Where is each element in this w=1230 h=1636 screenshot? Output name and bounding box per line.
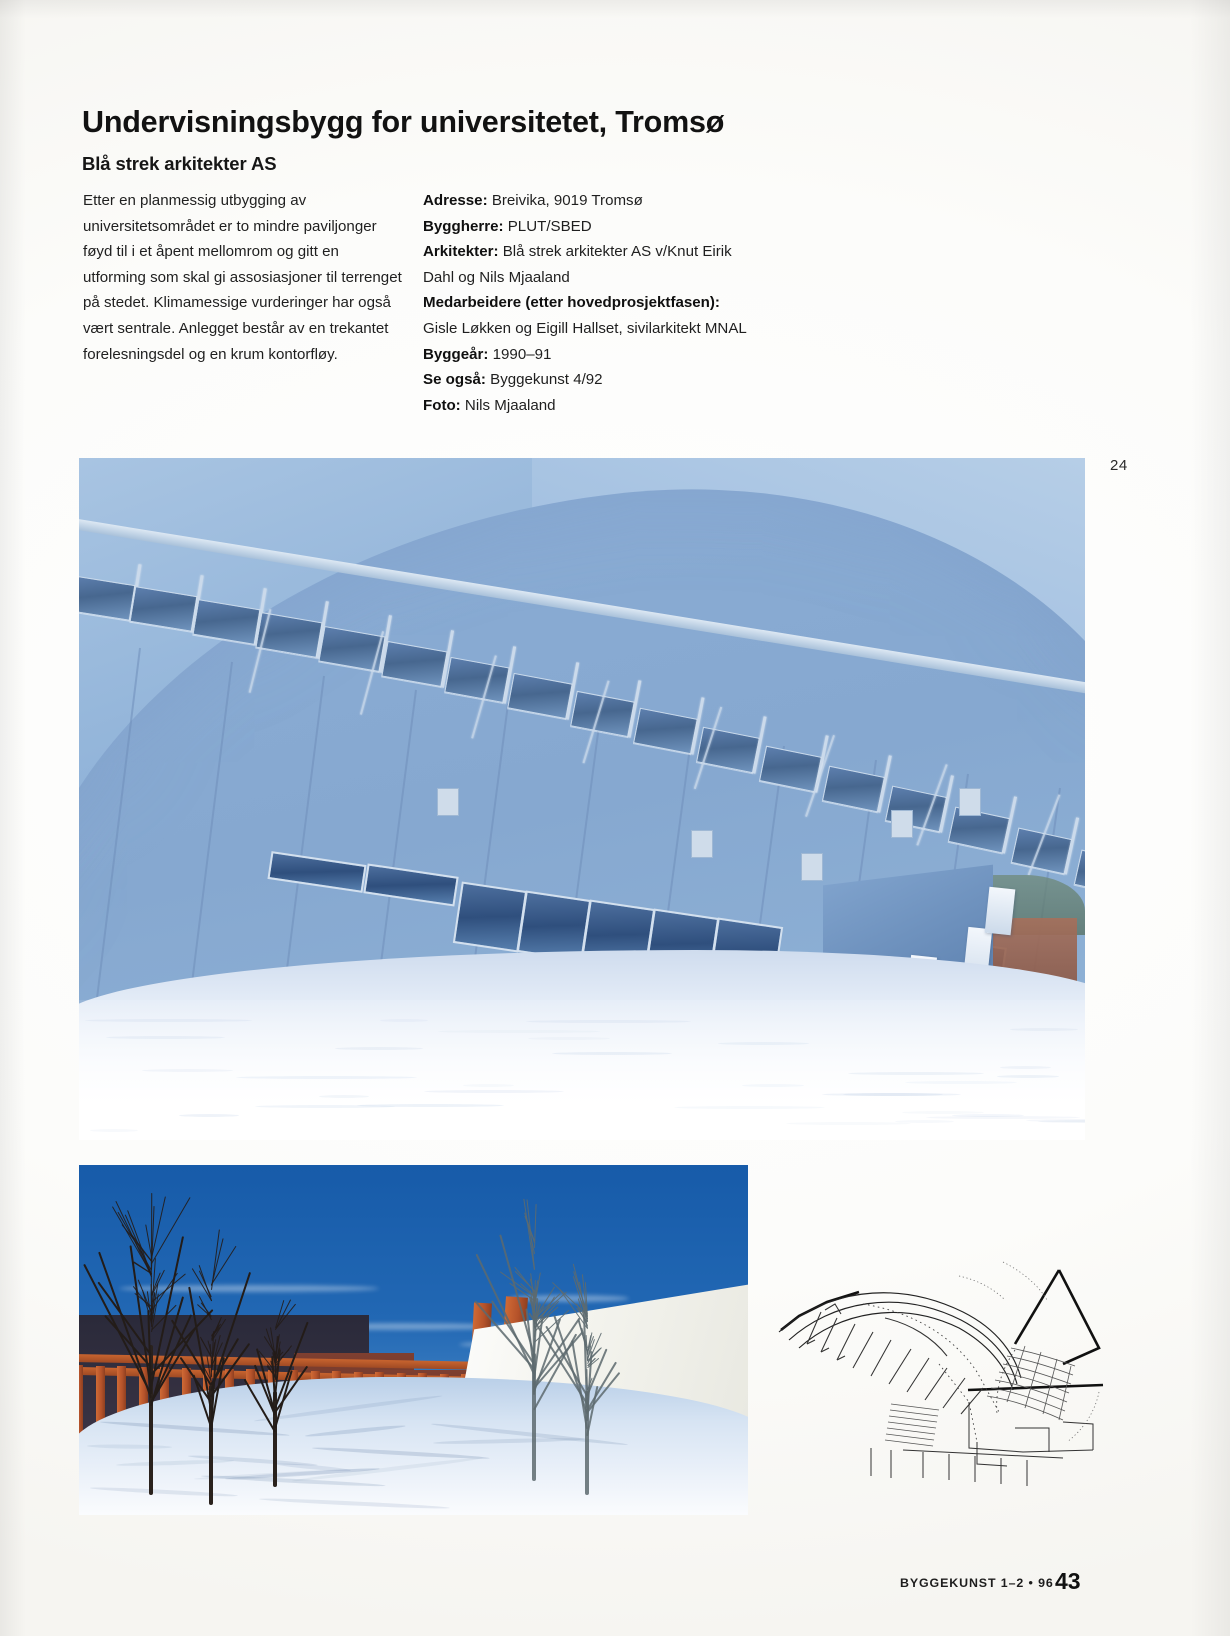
fact-foto-label: Foto: [423,396,461,414]
fact-byggherre-value: PLUT/SBED [507,217,592,235]
scan-edge-right [1190,0,1230,1636]
fact-medarbeidere-value: Gisle Løkken og Eigill Hallset, sivilarkitekt MNAL [423,319,747,337]
clerestory-window [444,657,510,703]
clerestory-window [130,586,198,632]
clerestory-window [255,612,322,658]
plan-stair-hatching [885,1404,939,1446]
clerestory-window [1011,828,1072,875]
scan-edge-left [0,0,26,1636]
fact-medarbeidere-label: Medarbeidere (etter hovedprosjektfasen): [423,294,720,312]
snow-ripple [552,1052,672,1055]
snow-ripple [526,1020,691,1023]
small-window [801,853,823,881]
fact-byggear-label: Byggeår: [423,345,489,363]
small-window [959,788,981,816]
cloud-streak [119,1285,379,1292]
fact-arkitekter-label: Arkitekter: [423,243,499,261]
fact-arkitekter-value: Blå strek arkitekter AS v/Knut Eirik Dahl og Nils Mjaaland [423,243,732,286]
snow-ripple [335,1047,423,1050]
clerestory-window [192,599,260,645]
fact-adresse [423,188,753,214]
snow-ripple [90,1129,138,1132]
fact-foto-value: Nils Mjaaland [464,396,556,414]
fact-byggear [423,342,753,368]
snow-ripple [1010,1028,1078,1031]
clerestory-window [759,746,822,793]
snow-ripple [357,1104,504,1107]
clerestory-window [79,575,135,621]
fact-byggherre-label: Byggherre: [423,217,504,235]
plan-outer-curve [779,1293,1021,1390]
plan-auditorium-seating [987,1346,1075,1420]
snow-ripple [843,1093,943,1096]
fact-foto [423,393,753,419]
project-facts [423,188,753,418]
clerestory-window [381,641,447,687]
photo-colonnade [79,1165,748,1515]
plan-svg [763,1252,1113,1500]
snow-ripple [463,1084,514,1087]
fact-se-ogsa [423,367,753,393]
snow-ripple [85,1019,252,1022]
clerestory-window [1074,850,1085,897]
snow-ripple [848,1072,984,1075]
snow-ripple [1000,1066,1051,1069]
snow-ripple [319,1095,369,1098]
snow-ripple [926,1116,1080,1119]
fact-byggherre [423,214,753,240]
footer-publication: BYGGEKUNST 1–2 • 96 [900,1576,1054,1590]
body-paragraph: Etter en planmessig utbygging av universitetsområdet er to mindre paviljonger føyd til i et åpent mellomrom og gitt en utforming som skal gi assosiasjoner til terrenget på stedet. Klimamessige vurderinger har også vært sentrale. Anlegget består av en trekantet forelesningsdel og en krum kontorfløy. [83,192,402,363]
snow-ripple [236,1076,417,1079]
plan-lower-wing [871,1402,1093,1486]
footer-page-number: 43 [1055,1568,1081,1594]
fact-medarbeidere [423,290,753,341]
snow-ripple [179,1114,239,1117]
snow-ripple [718,1042,809,1045]
snow-ripple [528,1037,610,1040]
fact-adresse-value: Breivika, 9019 Tromsø [491,192,643,209]
page-title: Undervisningsbygg for universitetet, Tromsø [82,105,725,140]
figure-number: 24 [1110,457,1128,474]
clerestory-window [633,708,697,755]
facade-fin [985,887,1016,935]
ribbon-window [453,882,527,953]
plan-heavy-walls [781,1270,1103,1390]
fact-arkitekter [423,239,753,290]
clerestory-window [507,673,572,719]
plan-dotted-guides [863,1304,1015,1442]
architect-subtitle: Blå strek arkitekter AS [82,153,277,175]
tree-twig [151,1193,153,1260]
snow-ripple [142,1069,233,1072]
small-window [691,830,713,858]
site-plan-drawing [763,1252,1113,1500]
fact-se-ogsa-value: Byggekunst 4/92 [490,371,603,389]
scan-edge-top [0,0,1230,18]
snow-ripple [905,1081,1017,1084]
fact-se-ogsa-label: Se også: [423,371,486,389]
snow-ripple [380,1019,428,1022]
snow-ripple [742,1084,804,1087]
photo-main-facade [79,458,1085,1140]
fact-adresse-label: Adresse: [423,192,488,209]
snow-ripple [895,1120,954,1123]
snow-ripple [106,1036,225,1039]
small-window [437,788,459,816]
snow-ripple [786,1122,911,1125]
clerestory-window [822,765,885,812]
snow-ripple [438,1030,600,1033]
snow-ripple [997,1075,1059,1078]
snow-ripple [674,1106,825,1109]
fact-byggear-value: 1990–91 [492,345,552,363]
snow-ripple [902,1111,984,1114]
small-window [891,810,913,838]
snow-ripple [424,1090,564,1093]
